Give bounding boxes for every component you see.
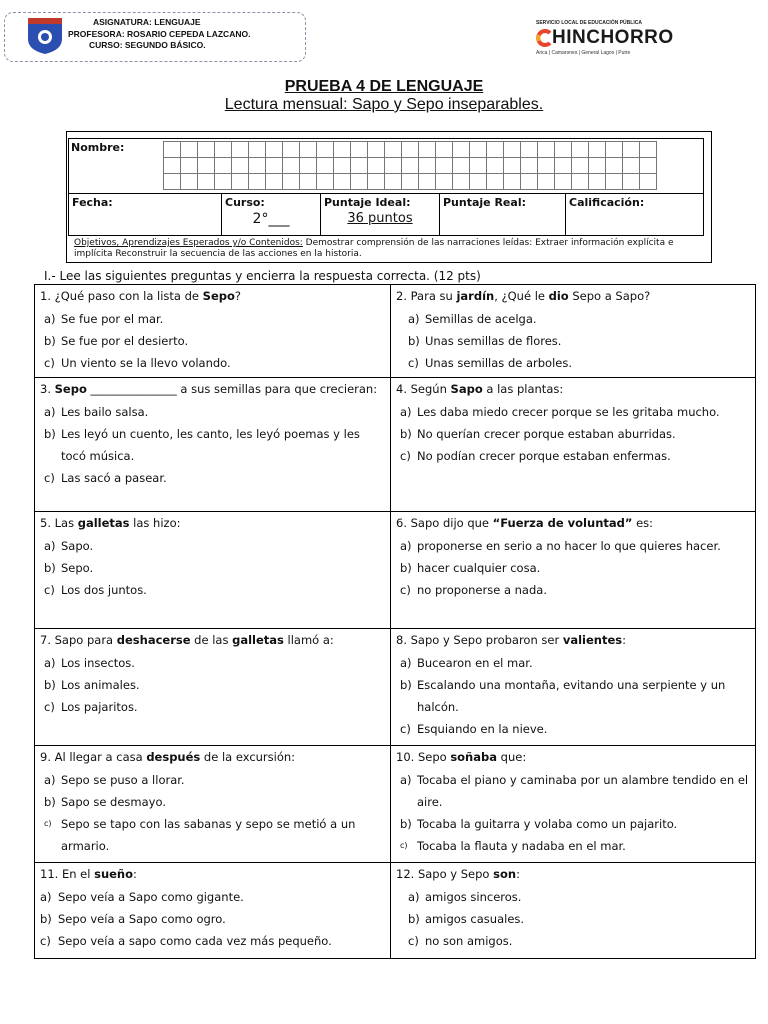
q6-option-c[interactable]: c) no proponerse a nada. (400, 583, 547, 597)
brand-top-text: SERVICIO LOCAL DE EDUCACIÓN PÚBLICA (536, 20, 642, 26)
q5-option-a[interactable]: a) Sapo. (44, 539, 94, 553)
name-grid-cell[interactable] (418, 141, 436, 158)
name-grid-cell[interactable] (537, 173, 555, 190)
subject-line: ASIGNATURA: LENGUAJE (93, 17, 201, 27)
name-grid-cell[interactable] (316, 157, 334, 174)
question-8: 8. Sapo y Sepo probaron ser valientes: a) Bucearon en el mar. b) Escalando una montaña, evitando una serpiente y un halcón. c) Esquiando en la nieve. (391, 629, 756, 746)
q7-option-b[interactable]: b) Los animales. (44, 678, 140, 692)
name-grid-cell[interactable] (554, 173, 572, 190)
name-grid-cell[interactable] (503, 173, 521, 190)
q8-option-c[interactable]: c) Esquiando en la nieve. (400, 722, 548, 736)
name-grid[interactable] (163, 141, 656, 189)
name-grid-cell[interactable] (197, 141, 215, 158)
name-grid-cell[interactable] (605, 157, 623, 174)
objectives-text: Objetivos, Aprendizajes Esperados y/o Contenidos: Demostrar comprensión de las narraciones leídas: Extraer información explícita e implícita Reconstruir la secuencia de las acciones en la historia. (74, 238, 674, 259)
name-grid-cell[interactable] (197, 173, 215, 190)
name-grid-cell[interactable] (520, 157, 538, 174)
name-grid-cell[interactable] (520, 141, 538, 158)
name-grid-cell[interactable] (401, 173, 419, 190)
q3-option-a[interactable]: a) Les bailo salsa. (44, 405, 149, 419)
name-grid-cell[interactable] (299, 141, 317, 158)
name-grid-cell[interactable] (231, 157, 249, 174)
q7-option-a[interactable]: a) Los insectos. (44, 656, 135, 670)
teacher-line: PROFESORA: ROSARIO CEPEDA LAZCANO. (68, 29, 251, 39)
course-line: CURSO: SEGUNDO BÁSICO. (89, 40, 206, 50)
name-grid-cell[interactable] (588, 173, 606, 190)
q12-option-b[interactable]: b) amigos casuales. (408, 912, 525, 926)
name-grid-cell[interactable] (605, 141, 623, 158)
name-grid-cell[interactable] (163, 141, 181, 158)
brand-name-text: HINCHORRO (552, 27, 674, 48)
name-grid-cell[interactable] (435, 157, 453, 174)
q11-option-b[interactable]: b) Sepo veía a Sapo como ogro. (40, 912, 226, 926)
grade-label: Calificación: (569, 196, 645, 209)
name-grid-cell[interactable] (622, 173, 640, 190)
name-grid-cell[interactable] (520, 173, 538, 190)
q6-option-b[interactable]: b) hacer cualquier cosa. (400, 561, 541, 575)
brand-sub-text: Arica | Camarones | General Lagos | Putre (536, 50, 631, 56)
name-grid-cell[interactable] (214, 173, 232, 190)
name-grid-cell[interactable] (384, 173, 402, 190)
q7-option-c[interactable]: c) Los pajaritos. (44, 700, 138, 714)
date-label: Fecha: (72, 196, 113, 209)
name-grid-cell[interactable] (350, 141, 368, 158)
ideal-score-field (321, 194, 440, 235)
q1-option-a[interactable]: a) Se fue por el mar. (44, 312, 164, 326)
q1-option-c[interactable]: c) Un viento se la llevo volando. (44, 356, 231, 370)
name-label: Nombre: (71, 141, 125, 154)
real-score-label: Puntaje Real: (443, 196, 526, 209)
q3-option-c[interactable]: c) Las sacó a pasear. (44, 471, 167, 485)
name-grid-cell[interactable] (367, 157, 385, 174)
q4-option-b[interactable]: b) No querían crecer porque estaban aburridas. (400, 427, 676, 441)
name-grid-cell[interactable] (333, 141, 351, 158)
grade-field[interactable] (566, 194, 703, 235)
name-grid-cell[interactable] (333, 173, 351, 190)
c-letter-icon (536, 29, 552, 47)
name-grid-cell[interactable] (333, 157, 351, 174)
name-grid-cell[interactable] (639, 173, 657, 190)
q5-option-b[interactable]: b) Sepo. (44, 561, 94, 575)
name-grid-cell[interactable] (299, 157, 317, 174)
q9-option-c[interactable]: c) Sepo se tapo con las sabanas y sepo se metió a un armario. (44, 817, 356, 853)
name-grid-cell[interactable] (248, 173, 266, 190)
question-12: 12. Sapo y Sepo son: a) amigos sinceros. b) amigos casuales. c) no son amigos. (391, 863, 756, 959)
name-grid-cell[interactable] (452, 141, 470, 158)
name-grid-cell[interactable] (452, 157, 470, 174)
name-grid-cell[interactable] (248, 157, 266, 174)
name-grid-cell[interactable] (350, 173, 368, 190)
name-grid-cell[interactable] (163, 157, 181, 174)
name-grid-cell[interactable] (231, 141, 249, 158)
question-5: 5. Las galletas las hizo: a) Sapo. b) Sepo. c) Los dos juntos. (35, 512, 391, 629)
course-field[interactable] (222, 194, 321, 235)
name-grid-cell[interactable] (554, 141, 572, 158)
page-subtitle: Lectura mensual: Sapo y Sepo inseparables. (224, 96, 544, 113)
name-grid-cell[interactable] (554, 157, 572, 174)
name-grid-cell[interactable] (537, 157, 555, 174)
name-grid-cell[interactable] (469, 141, 487, 158)
name-grid-cell[interactable] (214, 157, 232, 174)
name-grid-cell[interactable] (265, 141, 283, 158)
name-grid-cell[interactable] (486, 141, 504, 158)
q11-option-a[interactable]: a) Sepo veía a Sapo como gigante. (40, 890, 244, 904)
question-4: 4. Según Sapo a las plantas: a) Les daba miedo crecer porque se les gritaba mucho. b) No querían crecer porque estaban aburridas. c) No podían crecer porque estaban enfermas. (391, 378, 756, 512)
name-grid-cell[interactable] (367, 173, 385, 190)
name-grid-cell[interactable] (571, 141, 589, 158)
course-label: Curso: (225, 196, 265, 209)
name-grid-cell[interactable] (180, 157, 198, 174)
date-field[interactable] (69, 194, 222, 235)
question-11: 11. En el sueño: a) Sepo veía a Sapo como gigante. b) Sepo veía a Sapo como ogro. c) Sepo veía a sapo como cada vez más pequeño. (35, 863, 391, 959)
q8-option-b[interactable]: b) Escalando una montaña, evitando una serpiente y un halcón. (400, 678, 726, 714)
q4-option-a[interactable]: a) Les daba miedo crecer porque se les gritaba mucho. (400, 405, 720, 419)
q10-option-a[interactable]: a) Tocaba el piano y caminaba por un alambre tendido en el aire. (400, 773, 749, 809)
name-grid-cell[interactable] (282, 173, 300, 190)
name-grid-cell[interactable] (639, 141, 657, 158)
name-grid-cell[interactable] (316, 141, 334, 158)
name-grid-cell[interactable] (265, 157, 283, 174)
name-grid-cell[interactable] (265, 173, 283, 190)
name-grid-cell[interactable] (418, 173, 436, 190)
name-grid-cell[interactable] (180, 141, 198, 158)
page-title: PRUEBA 4 DE LENGUAJE (284, 78, 484, 95)
q12-option-c[interactable]: c) no son amigos. (408, 934, 513, 948)
name-grid-cell[interactable] (469, 157, 487, 174)
name-grid-cell[interactable] (350, 157, 368, 174)
q10-option-b[interactable]: b) Tocaba la guitarra y volaba como un pajarito. (400, 817, 678, 831)
q2-option-c[interactable]: c) Unas semillas de arboles. (408, 356, 573, 370)
q9-option-a[interactable]: a) Sepo se puso a llorar. (44, 773, 185, 787)
name-grid-cell[interactable] (571, 173, 589, 190)
name-grid-cell[interactable] (384, 141, 402, 158)
q1-option-b[interactable]: b) Se fue por el desierto. (44, 334, 189, 348)
name-grid-cell[interactable] (435, 173, 453, 190)
q6-option-a[interactable]: a) proponerse en serio a no hacer lo que quieres hacer. (400, 539, 721, 553)
ideal-score-label: Puntaje Ideal: (324, 196, 411, 209)
name-grid-cell[interactable] (384, 157, 402, 174)
name-grid-cell[interactable] (486, 157, 504, 174)
q10-option-c[interactable]: c) Tocaba la flauta y nadaba en el mar. (400, 839, 626, 853)
name-grid-cell[interactable] (163, 173, 181, 190)
name-grid-cell[interactable] (503, 141, 521, 158)
name-field[interactable] (68, 138, 704, 194)
name-grid-cell[interactable] (452, 173, 470, 190)
q4-option-c[interactable]: c) No podían crecer porque estaban enfermas. (400, 449, 671, 463)
name-grid-cell[interactable] (486, 173, 504, 190)
name-grid-cell[interactable] (418, 157, 436, 174)
question-2: 2. Para su jardín, ¿Qué le dio Sepo a Sapo? a) Semillas de acelga. b) Unas semillas de flores. c) Unas semillas de arboles. (391, 285, 756, 378)
name-grid-cell[interactable] (299, 173, 317, 190)
question-7: 7. Sapo para deshacerse de las galletas llamó a: a) Los insectos. b) Los animales. c) Los pajaritos. (35, 629, 391, 746)
question-9: 9. Al llegar a casa después de la excursión: a) Sepo se puso a llorar. b) Sapo se desmayo. c) Sepo se tapo con las sabanas y sepo se metió a un armario. (35, 746, 391, 863)
question-10: 10. Sepo soñaba que: a) Tocaba el piano y caminaba por un alambre tendido en el aire. b) Tocaba la guitarra y volaba como un pajarito. c) Tocaba la flauta y nadaba en el mar. (391, 746, 756, 863)
name-grid-cell[interactable] (622, 141, 640, 158)
name-grid-cell[interactable] (588, 157, 606, 174)
name-grid-cell[interactable] (401, 157, 419, 174)
name-grid-cell[interactable] (503, 157, 521, 174)
ideal-score-value: 36 puntos (347, 211, 413, 226)
brand-logo (536, 20, 706, 56)
name-grid-cell[interactable] (622, 157, 640, 174)
name-grid-cell[interactable] (588, 141, 606, 158)
name-grid-cell[interactable] (401, 141, 419, 158)
q2-option-a[interactable]: a) Semillas de acelga. (408, 312, 537, 326)
school-shield-logo (26, 17, 64, 55)
name-grid-cell[interactable] (639, 157, 657, 174)
questions-table (34, 284, 756, 959)
name-grid-row (163, 173, 656, 189)
question-3: 3. Sepo _______________ a sus semillas para que crecieran: a) Les bailo salsa. b) Les leyó un cuento, les canto, les leyó poemas y les tocó música. c) Las sacó a pasear. (35, 378, 391, 512)
q8-option-a[interactable]: a) Bucearon en el mar. (400, 656, 533, 670)
name-grid-cell[interactable] (282, 141, 300, 158)
name-grid-cell[interactable] (180, 173, 198, 190)
q5-option-c[interactable]: c) Los dos juntos. (44, 583, 147, 597)
q12-option-a[interactable]: a) amigos sinceros. (408, 890, 522, 904)
info-row (68, 194, 704, 236)
name-grid-row (163, 157, 656, 173)
question-6: 6. Sapo dijo que “Fuerza de voluntad” es: a) proponerse en serio a no hacer lo que quieres hacer. b) hacer cualquier cosa. c) no proponerse a nada. (391, 512, 756, 629)
course-value: 2°___ (252, 211, 290, 227)
real-score-field[interactable] (440, 194, 566, 235)
name-grid-cell[interactable] (435, 141, 453, 158)
name-grid-cell[interactable] (537, 141, 555, 158)
name-grid-cell[interactable] (248, 141, 266, 158)
name-grid-cell[interactable] (469, 173, 487, 190)
name-grid-cell[interactable] (282, 157, 300, 174)
name-grid-cell[interactable] (197, 157, 215, 174)
name-grid-cell[interactable] (231, 173, 249, 190)
name-grid-cell[interactable] (571, 157, 589, 174)
name-grid-row (163, 141, 656, 157)
name-grid-cell[interactable] (316, 173, 334, 190)
name-grid-cell[interactable] (605, 173, 623, 190)
name-grid-cell[interactable] (214, 141, 232, 158)
q3-option-b[interactable]: b) Les leyó un cuento, les canto, les leyó poemas y les tocó música. (44, 427, 360, 463)
instructions: I.- Lee las siguientes preguntas y encierra la respuesta correcta. (12 pts) (44, 269, 481, 283)
q2-option-b[interactable]: b) Unas semillas de flores. (408, 334, 562, 348)
q9-option-b[interactable]: b) Sapo se desmayo. (44, 795, 166, 809)
q11-option-c[interactable]: c) Sepo veía a sapo como cada vez más pequeño. (40, 934, 332, 948)
name-grid-cell[interactable] (367, 141, 385, 158)
question-1: 1. ¿Qué paso con la lista de Sepo? a) Se fue por el mar. b) Se fue por el desierto. c) Un viento se la llevo volando. (35, 285, 391, 378)
